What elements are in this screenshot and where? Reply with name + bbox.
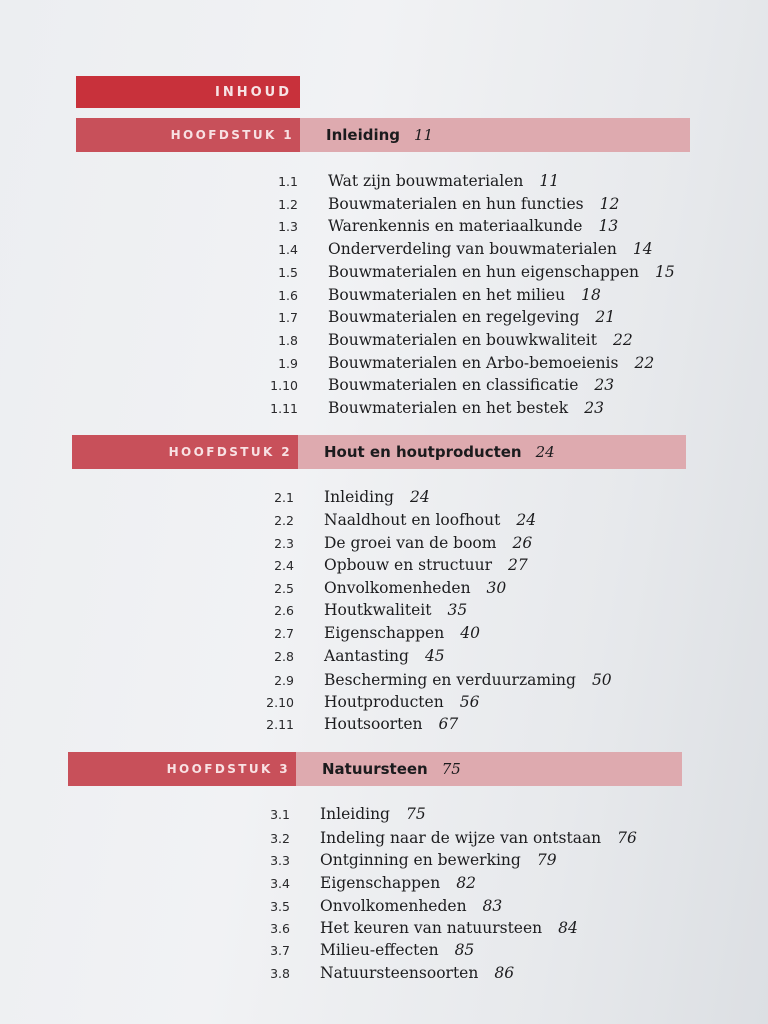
section-number: 1.3 [278, 219, 298, 234]
section-number: 3.7 [270, 943, 290, 958]
section-title: Ontginning en bewerking [320, 851, 521, 869]
toc-entry [250, 874, 476, 892]
section-number: 3.8 [270, 966, 290, 981]
section-title: Houtproducten [324, 693, 444, 711]
section-number: 3.6 [270, 921, 290, 936]
toc-entry [258, 240, 653, 258]
section-number: 3.3 [270, 853, 290, 868]
toc-entry [254, 511, 536, 529]
toc-entry [254, 647, 445, 665]
section-title: Houtsoorten [324, 715, 423, 733]
section-number: 1.4 [278, 242, 298, 257]
toc-entry [250, 805, 426, 823]
section-number: 3.4 [270, 876, 290, 891]
section-number: 1.8 [278, 333, 298, 348]
section-number: 1.5 [278, 265, 298, 280]
section-number: 3.2 [270, 831, 290, 846]
section-title: Bouwmaterialen en Arbo-bemoeienis [328, 354, 619, 372]
toc-entry [254, 671, 612, 689]
toc-entry [250, 851, 557, 869]
section-page: 56 [459, 693, 480, 711]
chapter-2-page: 24 [535, 443, 555, 461]
section-number: 3.1 [270, 807, 290, 822]
section-page: 40 [460, 624, 480, 642]
toc-entry [258, 172, 559, 190]
section-title: Opbouw en structuur [324, 556, 493, 574]
chapter-1-title-bar [300, 118, 690, 152]
section-page: 23 [594, 376, 615, 394]
chapter-1-bar [76, 118, 690, 152]
chapter-2-label: HOOFDSTUK 2 [168, 445, 292, 459]
section-title: Milieu-effecten [320, 941, 439, 959]
section-title: Bouwmaterialen en bouwkwaliteit [328, 331, 597, 349]
section-page: 24 [409, 488, 430, 506]
toc-entry [250, 964, 514, 982]
section-number: 2.8 [274, 649, 294, 664]
section-page: 35 [447, 601, 468, 619]
section-title: Natuursteensoorten [320, 964, 479, 982]
section-page: 24 [516, 511, 537, 529]
toc-entry [254, 534, 532, 552]
section-title: Bouwmaterialen en classificatie [328, 376, 579, 394]
section-page: 26 [512, 534, 533, 552]
chapter-3-bar [68, 752, 682, 786]
section-page: 23 [584, 399, 604, 417]
chapter-3-title-bar [296, 752, 682, 786]
toc-entry [258, 195, 619, 213]
section-page: 27 [508, 556, 528, 574]
toc-entry [258, 263, 675, 281]
toc-entry [254, 579, 506, 597]
section-number: 3.5 [270, 899, 290, 914]
chapter-2-bar [72, 435, 686, 469]
toc-entry [254, 601, 467, 619]
section-title: Het keuren van natuursteen [320, 919, 543, 937]
section-number: 1.6 [278, 288, 298, 303]
section-title: Wat zijn bouwmaterialen [328, 172, 524, 190]
section-title: Eigenschappen [324, 624, 445, 642]
chapter-1-title: Inleiding [326, 126, 401, 144]
toc-entry [250, 919, 578, 937]
section-title: Warenkennis en materiaalkunde [328, 217, 583, 235]
chapter-3-title: Natuursteen [322, 760, 428, 778]
chapter-3-page: 75 [441, 760, 461, 778]
toc-entry [258, 286, 601, 304]
section-page: 86 [494, 964, 515, 982]
section-title: Bouwmaterialen en hun functies [328, 195, 584, 213]
section-page: 50 [591, 671, 612, 689]
section-number: 1.2 [278, 197, 298, 212]
section-page: 11 [539, 172, 560, 190]
chapter-3-label-bar [68, 752, 296, 786]
section-number: 1.9 [278, 356, 298, 371]
toc-entry [258, 308, 615, 326]
section-page: 21 [595, 308, 616, 326]
contents-label: INHOUD [215, 84, 292, 100]
chapter-2-title-bar [298, 435, 686, 469]
section-page: 75 [405, 805, 426, 823]
section-page: 82 [456, 874, 476, 892]
section-number: 2.7 [274, 626, 294, 641]
section-number: 1.10 [270, 378, 298, 393]
section-title: Inleiding [320, 805, 390, 823]
toc-entry [258, 217, 618, 235]
section-title: Houtkwaliteit [324, 601, 432, 619]
section-title: Bouwmaterialen en regelgeving [328, 308, 580, 326]
section-page: 85 [454, 941, 475, 959]
section-page: 15 [654, 263, 675, 281]
section-title: Bouwmaterialen en het milieu [328, 286, 566, 304]
section-title: Indeling naar de wijze van ontstaan [320, 829, 602, 847]
toc-entry [254, 624, 480, 642]
section-page: 13 [598, 217, 619, 235]
chapter-2-title: Hout en houtproducten [324, 443, 522, 461]
toc-entry [250, 897, 502, 915]
section-title: Onderverdeling van bouwmaterialen [328, 240, 617, 258]
chapter-1-label-bar [76, 118, 300, 152]
section-number: 2.9 [274, 673, 294, 688]
section-title: Bouwmaterialen en hun eigenschappen [328, 263, 639, 281]
section-page: 14 [632, 240, 653, 258]
contents-header-bar [76, 76, 300, 108]
section-number: 2.2 [274, 513, 294, 528]
toc-entry [258, 354, 654, 372]
toc-entry [254, 693, 479, 711]
section-title: Bouwmaterialen en het bestek [328, 399, 569, 417]
toc-entry [258, 376, 614, 394]
section-title: Onvolkomenheden [320, 897, 467, 915]
toc-entry [254, 488, 430, 506]
section-page: 12 [599, 195, 620, 213]
section-page: 45 [424, 647, 445, 665]
chapter-2-label-bar [72, 435, 298, 469]
section-number: 2.1 [274, 490, 294, 505]
toc-entry [254, 715, 458, 733]
section-page: 83 [482, 897, 503, 915]
chapter-1-label: HOOFDSTUK 1 [170, 128, 294, 142]
section-title: Eigenschappen [320, 874, 441, 892]
toc-entry [250, 829, 637, 847]
section-number: 1.11 [270, 401, 298, 416]
section-number: 2.3 [274, 536, 294, 551]
section-title: Inleiding [324, 488, 394, 506]
section-number: 2.5 [274, 581, 294, 596]
section-number: 1.1 [278, 174, 298, 189]
section-number: 2.6 [274, 603, 294, 618]
section-title: Bescherming en verduurzaming [324, 671, 576, 689]
toc-entry [254, 556, 528, 574]
section-number: 2.11 [266, 717, 294, 732]
section-page: 67 [438, 715, 459, 733]
chapter-3-label: HOOFDSTUK 3 [166, 762, 290, 776]
section-page: 22 [634, 354, 655, 372]
toc-entry [258, 331, 633, 349]
section-title: De groei van de boom [324, 534, 497, 552]
section-title: Onvolkomenheden [324, 579, 471, 597]
toc-entry [250, 941, 474, 959]
section-number: 2.4 [274, 558, 294, 573]
section-page: 18 [581, 286, 601, 304]
section-title: Naaldhout en loofhout [324, 511, 501, 529]
section-page: 30 [486, 579, 507, 597]
section-title: Aantasting [324, 647, 409, 665]
toc-entry [258, 399, 604, 417]
section-page: 84 [558, 919, 578, 937]
section-page: 76 [617, 829, 637, 847]
section-page: 79 [536, 851, 557, 869]
section-number: 2.10 [266, 695, 294, 710]
section-page: 22 [612, 331, 633, 349]
section-number: 1.7 [278, 310, 298, 325]
chapter-1-page: 11 [414, 126, 434, 144]
